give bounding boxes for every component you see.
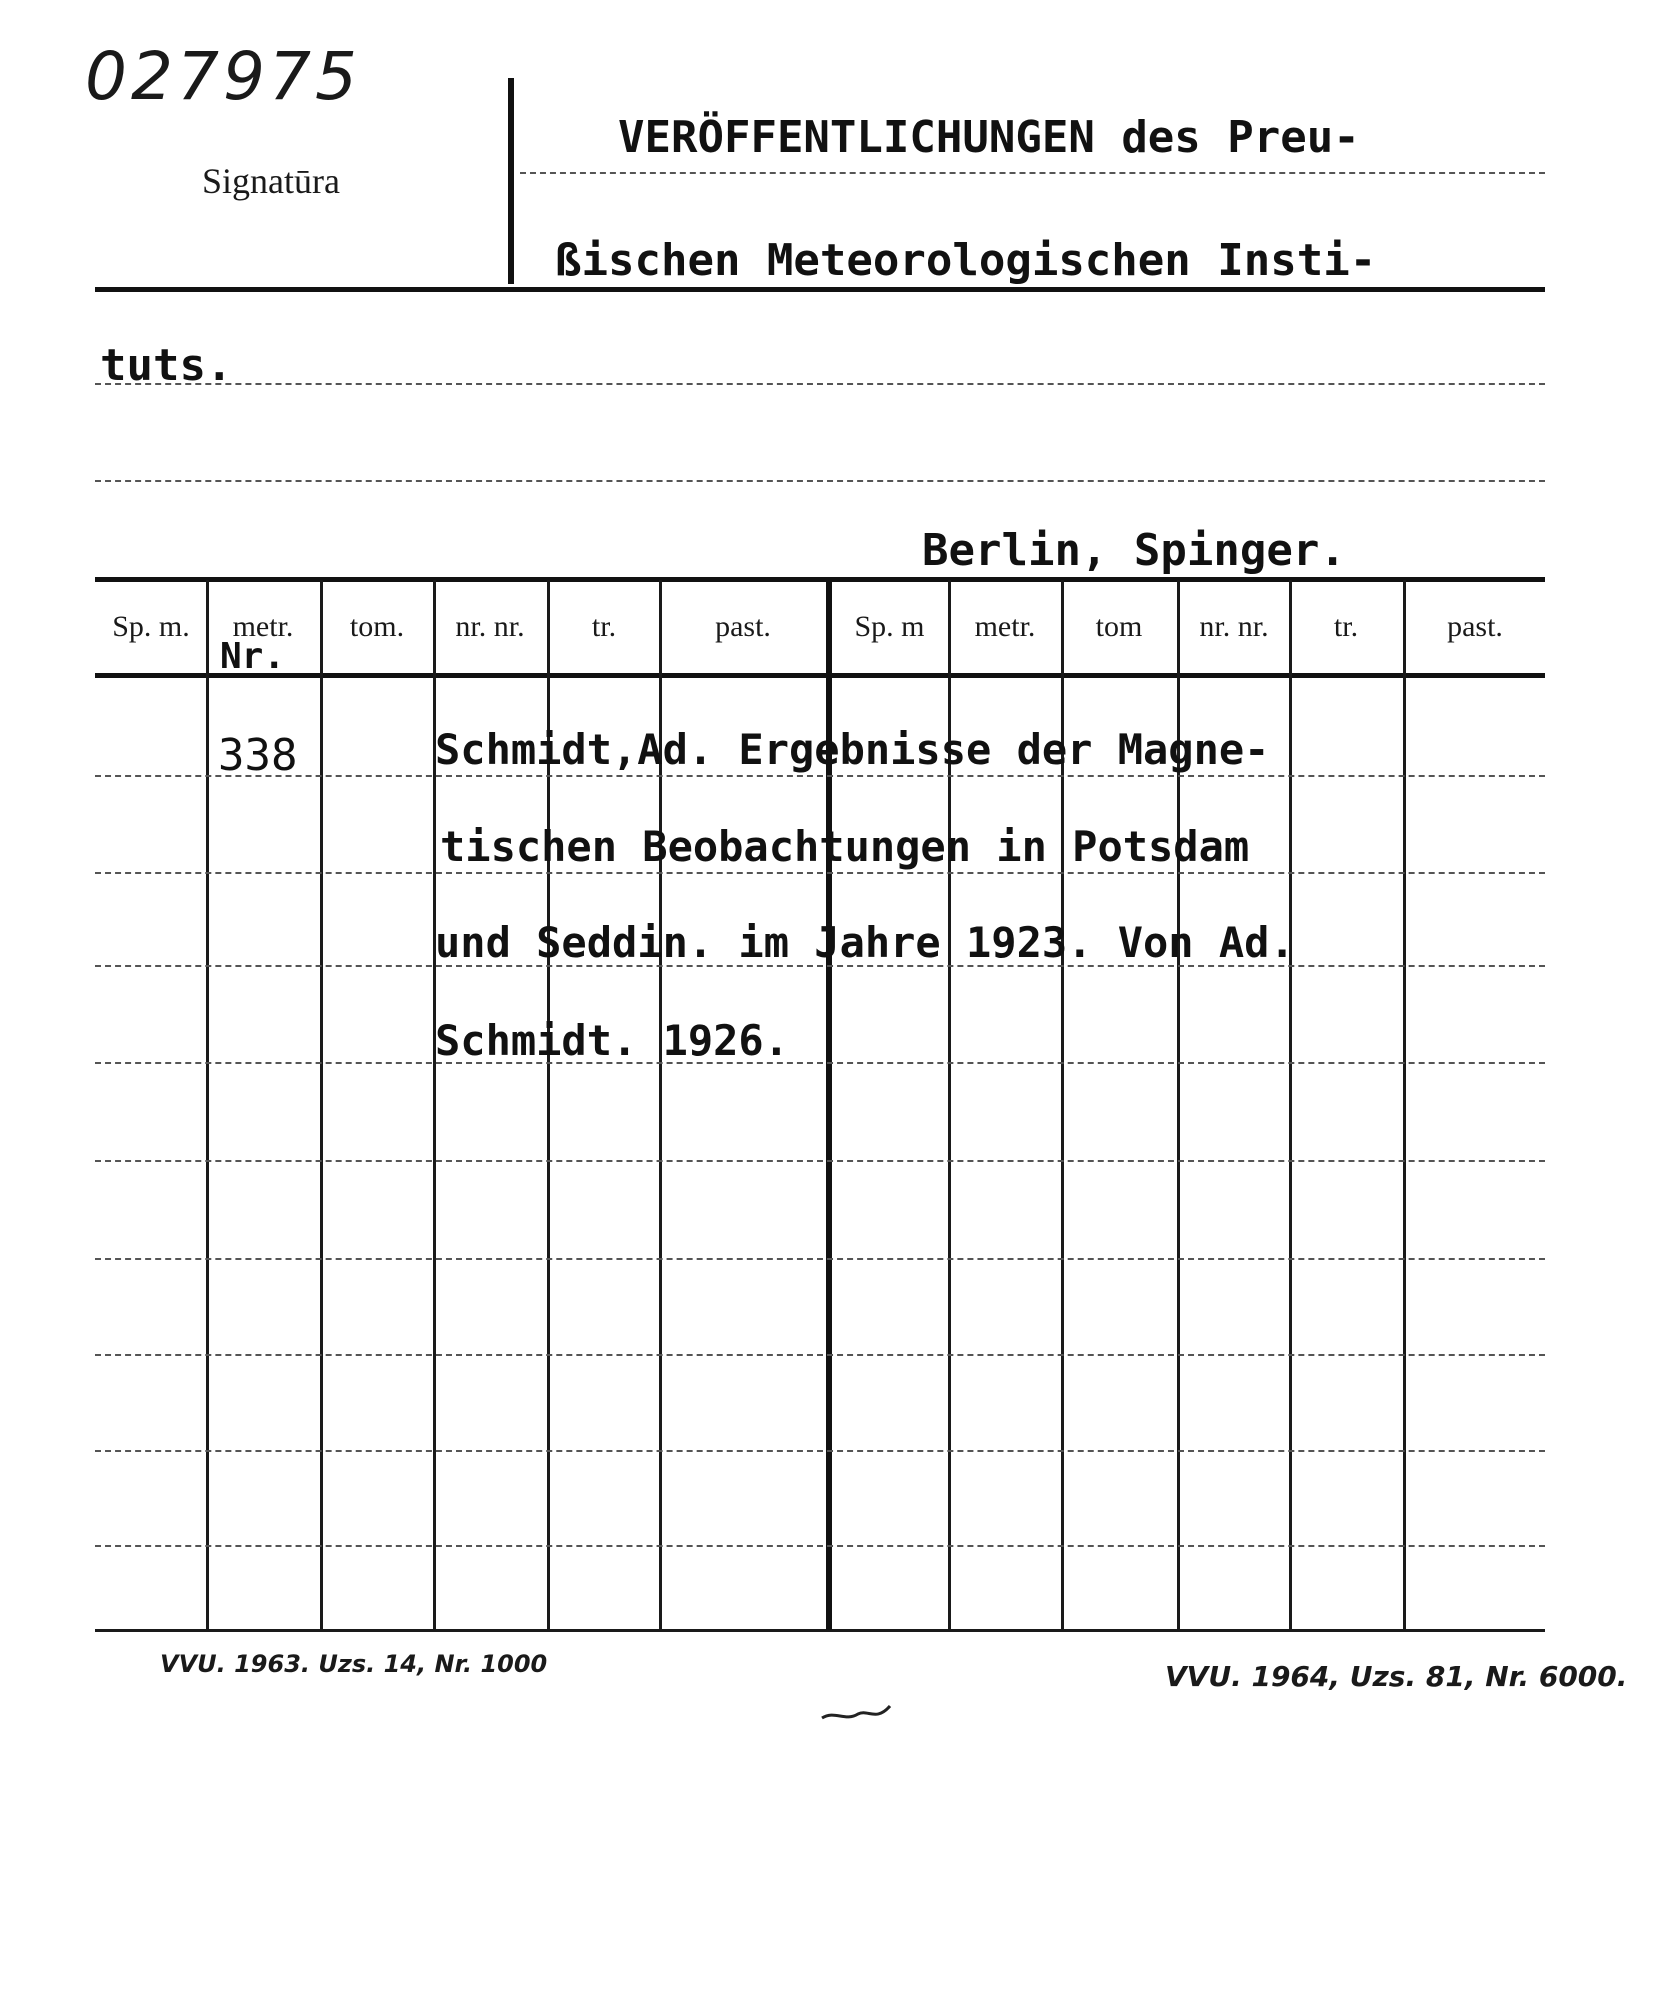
- header-sp-m: Sp. m.: [112, 610, 190, 643]
- title-rule-1: [520, 172, 1545, 174]
- table-header-rule: [95, 673, 1545, 678]
- title-rule-3: [95, 383, 1545, 385]
- table-top-rule: [95, 577, 1545, 582]
- header-tom: tom.: [349, 610, 405, 643]
- row-rule: [95, 1354, 1545, 1356]
- row-rule: [95, 1160, 1545, 1162]
- row-rule: [95, 1450, 1545, 1452]
- row-rule: [95, 1545, 1545, 1547]
- footer-note-right: VVU. 1964, Uzs. 81, Nr. 6000.: [1165, 1660, 1628, 1693]
- signature-label: Signatūra: [202, 161, 340, 201]
- row-rule: [95, 775, 1545, 777]
- title-line-3: tuts.: [100, 340, 233, 391]
- imprint: Berlin, Spinger.: [922, 525, 1346, 576]
- header-tr-right: tr.: [1333, 610, 1359, 643]
- col-divider: [320, 580, 323, 1630]
- header-metr: metr.: [232, 610, 294, 643]
- entry-line-1: Schmidt,Ad. Ergebnisse der Magne-: [435, 725, 1270, 774]
- row-rule: [95, 872, 1545, 874]
- header-nr: Nr.: [220, 636, 286, 677]
- header-past: past.: [715, 610, 771, 643]
- entry-line-2: tischen Beobachtungen in Potsdam: [440, 822, 1250, 871]
- header-past-right: past.: [1447, 610, 1503, 643]
- header-metr-right: metr.: [974, 610, 1036, 643]
- header-sp-m-right: Sp. m: [854, 610, 925, 643]
- entry-line-3: und Seddin. im Jahre 1923. Von Ad.: [435, 918, 1295, 967]
- header-tom-right: tom: [1095, 610, 1143, 643]
- table-bottom-rule: [95, 1629, 1545, 1632]
- col-divider: [206, 580, 209, 1630]
- row-rule: [95, 1062, 1545, 1064]
- header-tr: tr.: [591, 610, 617, 643]
- header-nr-nr-right: nr. nr.: [1199, 610, 1269, 643]
- initials-mark: [820, 1700, 900, 1730]
- row-rule: [95, 1258, 1545, 1260]
- entry-number: 338: [218, 730, 298, 781]
- title-line-1: VERÖFFENTLICHUNGEN des Preu-: [618, 112, 1360, 163]
- title-line-2: ßischen Meteorologischen Insti-: [555, 235, 1377, 286]
- header-divider: [508, 78, 514, 284]
- card-number: 027975: [85, 38, 361, 115]
- signature-rule: [95, 287, 1545, 292]
- blank-rule: [95, 480, 1545, 482]
- col-divider: [1289, 580, 1292, 1630]
- footer-note-left: VVU. 1963. Uzs. 14, Nr. 1000: [160, 1650, 548, 1678]
- col-divider: [1403, 580, 1406, 1630]
- entry-line-4: Schmidt. 1926.: [435, 1016, 790, 1065]
- header-nr-nr: nr. nr.: [455, 610, 525, 643]
